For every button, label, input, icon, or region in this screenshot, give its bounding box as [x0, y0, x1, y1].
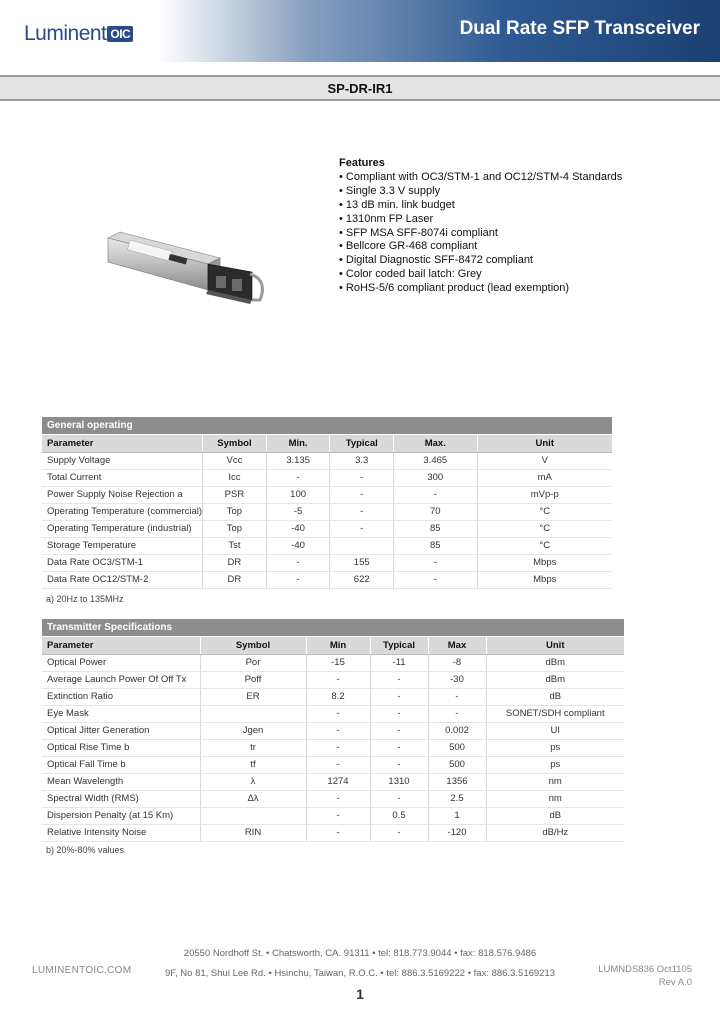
column-header: Symbol — [203, 435, 267, 452]
value-cell: SONET/SDH compliant — [486, 705, 624, 722]
table-row — [42, 654, 624, 671]
value-cell: - — [394, 554, 477, 571]
value-cell: 85 — [394, 520, 477, 537]
table-row — [42, 503, 612, 520]
value-cell: 2.5 — [428, 790, 486, 807]
parameter-cell: Extinction Ratio — [42, 688, 200, 705]
features-list — [339, 157, 622, 296]
value-cell: Tst — [203, 537, 267, 554]
value-cell: 85 — [394, 537, 477, 554]
parameter-cell: Storage Temperature — [42, 537, 203, 554]
column-header: Min. — [266, 435, 330, 452]
parameter-cell: Average Launch Power Of Off Tx — [42, 671, 200, 688]
table-header-row — [42, 637, 624, 654]
value-cell: - — [330, 486, 394, 503]
parameter-cell: Dispersion Penalty (at 15 Km) — [42, 807, 200, 824]
value-cell: -30 — [428, 671, 486, 688]
column-header: Typical — [370, 637, 428, 654]
value-cell: - — [306, 739, 370, 756]
parameter-cell: Data Rate OC12/STM-2 — [42, 571, 203, 588]
table-row — [42, 520, 612, 537]
features-heading: Features — [339, 157, 385, 169]
table-row — [42, 807, 624, 824]
value-cell: Top — [203, 520, 267, 537]
column-header: Parameter — [42, 637, 200, 654]
parameter-cell: Data Rate OC3/STM-1 — [42, 554, 203, 571]
feature-item: • Compliant with OC3/STM-1 and OC12/STM-4 Standards — [339, 170, 623, 183]
value-cell: -8 — [428, 654, 486, 671]
part-number: SP-DR-IR1 — [327, 81, 393, 96]
table-row — [42, 671, 624, 688]
value-cell: UI — [486, 722, 624, 739]
column-header: Symbol — [200, 637, 306, 654]
value-cell: -40 — [266, 537, 330, 554]
column-header: Unit — [477, 435, 612, 452]
value-cell: 0.5 — [370, 807, 428, 824]
feature-item: • Color coded bail latch: Grey — [339, 268, 482, 281]
value-cell: 3.465 — [394, 452, 477, 469]
table-row — [42, 790, 624, 807]
table-row — [42, 554, 612, 571]
value-cell: Icc — [203, 469, 267, 486]
table-row — [42, 824, 624, 841]
value-cell: 500 — [428, 739, 486, 756]
value-cell: -40 — [266, 520, 330, 537]
table-row — [42, 722, 624, 739]
value-cell: Vcc — [203, 452, 267, 469]
feature-item: • SFP MSA SFF-8074i compliant — [339, 226, 498, 239]
table-row — [42, 756, 624, 773]
value-cell: 3.135 — [266, 452, 330, 469]
feature-item: • Bellcore GR-468 compliant — [339, 240, 478, 253]
footer-doc-code: LUMNDS836 Oct1105 — [598, 964, 692, 975]
value-cell: Mbps — [477, 554, 612, 571]
value-cell: 300 — [394, 469, 477, 486]
value-cell: - — [370, 824, 428, 841]
value-cell: °C — [477, 537, 612, 554]
parameter-cell: Relative Intensity Noise — [42, 824, 200, 841]
value-cell: - — [306, 824, 370, 841]
value-cell: - — [266, 571, 330, 588]
value-cell: V — [477, 452, 612, 469]
table-row — [42, 773, 624, 790]
value-cell: - — [306, 705, 370, 722]
parameter-cell: Optical Jitter Generation — [42, 722, 200, 739]
value-cell: -120 — [428, 824, 486, 841]
general-note: a) 20Hz to 135MHz — [46, 594, 124, 604]
parameter-cell: Supply Voltage — [42, 452, 203, 469]
value-cell: 100 — [266, 486, 330, 503]
value-cell: tr — [200, 739, 306, 756]
value-cell: Top — [203, 503, 267, 520]
value-cell: 1356 — [428, 773, 486, 790]
document-title: Dual Rate SFP Transceiver — [459, 18, 700, 39]
value-cell: 500 — [428, 756, 486, 773]
company-logo — [24, 22, 133, 46]
value-cell — [330, 537, 394, 554]
column-header: Max — [428, 637, 486, 654]
value-cell: Mbps — [477, 571, 612, 588]
value-cell: - — [266, 469, 330, 486]
value-cell: - — [370, 722, 428, 739]
table-row — [42, 688, 624, 705]
value-cell: 1 — [428, 807, 486, 824]
transmitter-table — [42, 637, 624, 842]
transmitter-note: b) 20%-80% values — [46, 845, 125, 855]
column-header: Unit — [486, 637, 624, 654]
value-cell: dB/Hz — [486, 824, 624, 841]
value-cell: λ — [200, 773, 306, 790]
header-banner — [0, 0, 720, 62]
value-cell: RIN — [200, 824, 306, 841]
value-cell: 8.2 — [306, 688, 370, 705]
feature-item: • Digital Diagnostic SFF-8472 compliant — [339, 254, 533, 267]
value-cell — [200, 807, 306, 824]
value-cell: °C — [477, 520, 612, 537]
value-cell: - — [428, 688, 486, 705]
value-cell: - — [394, 486, 477, 503]
logo-text: Luminent — [24, 22, 107, 45]
value-cell: - — [330, 520, 394, 537]
parameter-cell: Operating Temperature (industrial) — [42, 520, 203, 537]
value-cell: - — [428, 705, 486, 722]
table-header-row — [42, 435, 612, 452]
page-number: 1 — [356, 986, 364, 1002]
value-cell: - — [370, 790, 428, 807]
footer-address-us: 20550 Nordhoff St. • Chatsworth, CA. 91311 • tel: 818.773.9044 • fax: 818.576.9486 — [183, 948, 537, 959]
feature-item: • RoHS-5/6 compliant product (lead exemption) — [339, 282, 570, 295]
value-cell: - — [306, 756, 370, 773]
value-cell: PSR — [203, 486, 267, 503]
parameter-cell: Optical Fall Time b — [42, 756, 200, 773]
value-cell: dBm — [486, 671, 624, 688]
general-operating-title: General operating — [42, 417, 612, 434]
parameter-cell: Mean Wavelength — [42, 773, 200, 790]
value-cell: 1310 — [370, 773, 428, 790]
table-row — [42, 571, 612, 588]
value-cell: 70 — [394, 503, 477, 520]
footer-website: LUMINENTOIC.COM — [32, 965, 132, 976]
parameter-cell: Total Current — [42, 469, 203, 486]
value-cell: 0.002 — [428, 722, 486, 739]
table-row — [42, 537, 612, 554]
value-cell: - — [370, 756, 428, 773]
parameter-cell: Optical Power — [42, 654, 200, 671]
value-cell — [200, 705, 306, 722]
value-cell: dB — [486, 807, 624, 824]
part-number-bar — [0, 75, 720, 101]
value-cell: - — [330, 469, 394, 486]
value-cell: - — [370, 739, 428, 756]
value-cell: nm — [486, 790, 624, 807]
table-row — [42, 452, 612, 469]
footer-address-tw: 9F, No 81, Shui Lee Rd. • Hsinchu, Taiwan, R.O.C. • tel: 886.3.5169222 • fax: 886.3.5169213 — [164, 968, 556, 979]
value-cell: - — [266, 554, 330, 571]
value-cell: ER — [200, 688, 306, 705]
value-cell: - — [370, 671, 428, 688]
value-cell: Δλ — [200, 790, 306, 807]
value-cell: - — [306, 790, 370, 807]
footer-revision: Rev A.0 — [658, 977, 692, 988]
value-cell: 1274 — [306, 773, 370, 790]
value-cell: -11 — [370, 654, 428, 671]
table-row — [42, 469, 612, 486]
value-cell: dB — [486, 688, 624, 705]
feature-item: • Single 3.3 V supply — [339, 184, 441, 197]
column-header: Typical — [330, 435, 394, 452]
value-cell: 155 — [330, 554, 394, 571]
table-row — [42, 486, 612, 503]
value-cell: - — [306, 671, 370, 688]
value-cell: ps — [486, 756, 624, 773]
value-cell: - — [370, 705, 428, 722]
value-cell: DR — [203, 571, 267, 588]
value-cell: 3.3 — [330, 452, 394, 469]
value-cell: DR — [203, 554, 267, 571]
value-cell: -15 — [306, 654, 370, 671]
column-header: Max. — [394, 435, 477, 452]
column-header: Parameter — [42, 435, 203, 452]
table-row — [42, 705, 624, 722]
value-cell: Por — [200, 654, 306, 671]
parameter-cell: Optical Rise Time b — [42, 739, 200, 756]
value-cell: -5 — [266, 503, 330, 520]
sfp-module-image — [100, 200, 280, 340]
parameter-cell: Spectral Width (RMS) — [42, 790, 200, 807]
value-cell: - — [306, 807, 370, 824]
value-cell: nm — [486, 773, 624, 790]
logo-badge: OIC — [107, 26, 133, 42]
value-cell: °C — [477, 503, 612, 520]
feature-item: • 13 dB min. link budget — [339, 198, 455, 211]
value-cell: 622 — [330, 571, 394, 588]
feature-item: • 1310nm FP Laser — [339, 212, 434, 225]
transmitter-title: Transmitter Specifications — [42, 619, 624, 636]
value-cell: dBm — [486, 654, 624, 671]
value-cell: tf — [200, 756, 306, 773]
parameter-cell: Eye Mask — [42, 705, 200, 722]
value-cell: - — [330, 503, 394, 520]
value-cell: - — [370, 688, 428, 705]
table-row — [42, 739, 624, 756]
value-cell: - — [394, 571, 477, 588]
parameter-cell: Operating Temperature (commercial) — [42, 503, 203, 520]
value-cell: Poff — [200, 671, 306, 688]
value-cell: ps — [486, 739, 624, 756]
value-cell: mVp-p — [477, 486, 612, 503]
parameter-cell: Power Supply Noise Rejection a — [42, 486, 203, 503]
value-cell: - — [306, 722, 370, 739]
general-operating-table — [42, 435, 612, 589]
column-header: Min — [306, 637, 370, 654]
value-cell: Jgen — [200, 722, 306, 739]
value-cell: mA — [477, 469, 612, 486]
